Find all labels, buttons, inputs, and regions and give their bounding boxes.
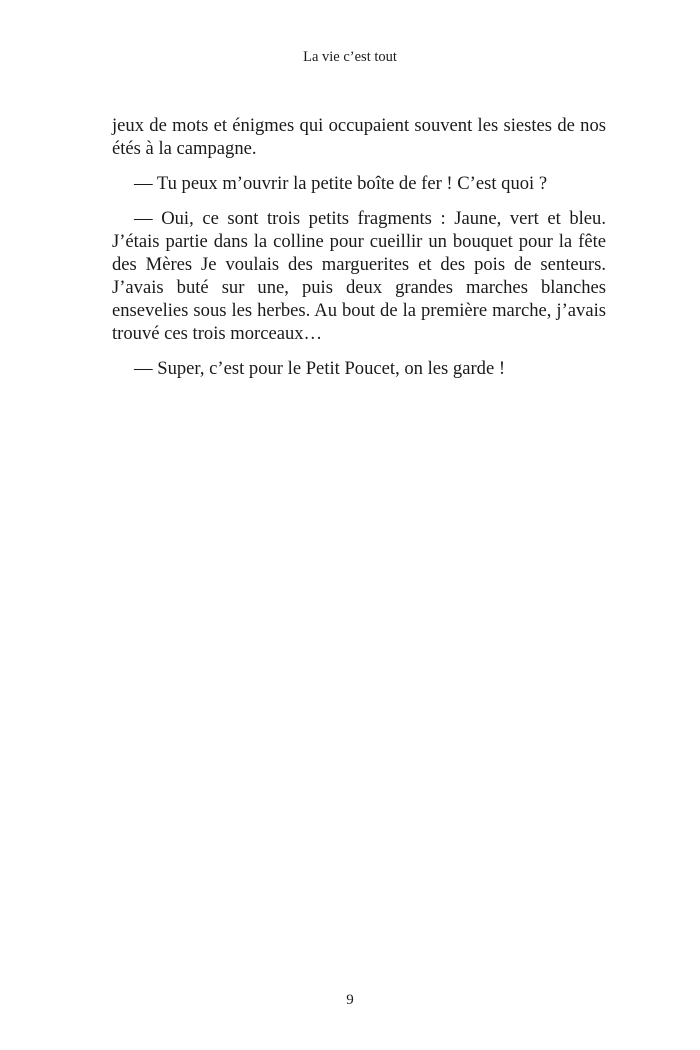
running-head: La vie c’est tout: [303, 49, 397, 65]
dialogue-paragraph: — Super, c’est pour le Petit Poucet, on les garde !: [134, 358, 506, 379]
dialogue-paragraph: — Oui, ce sont trois petits fragments : Jaune, vert et bleu. J’étais partie dans la colline pour cueillir un bouquet pour la fête des Mères Je voulais des marguerites et des pois de senteurs. J’avais buté sur une, puis deux grandes marches blanches ensevelies sous les herbes. Au bout de la première marche, j’avais trouvé ces trois morceaux…: [112, 208, 606, 344]
dialogue-paragraph: — Tu peux m’ouvrir la petite boîte de fer ! C’est quoi ?: [134, 173, 548, 194]
paragraph: jeux de mots et énigmes qui occupaient souvent les siestes de nos étés à la campagne.: [112, 115, 606, 159]
body-text: [112, 114, 606, 380]
page-number: 9: [346, 992, 354, 1008]
